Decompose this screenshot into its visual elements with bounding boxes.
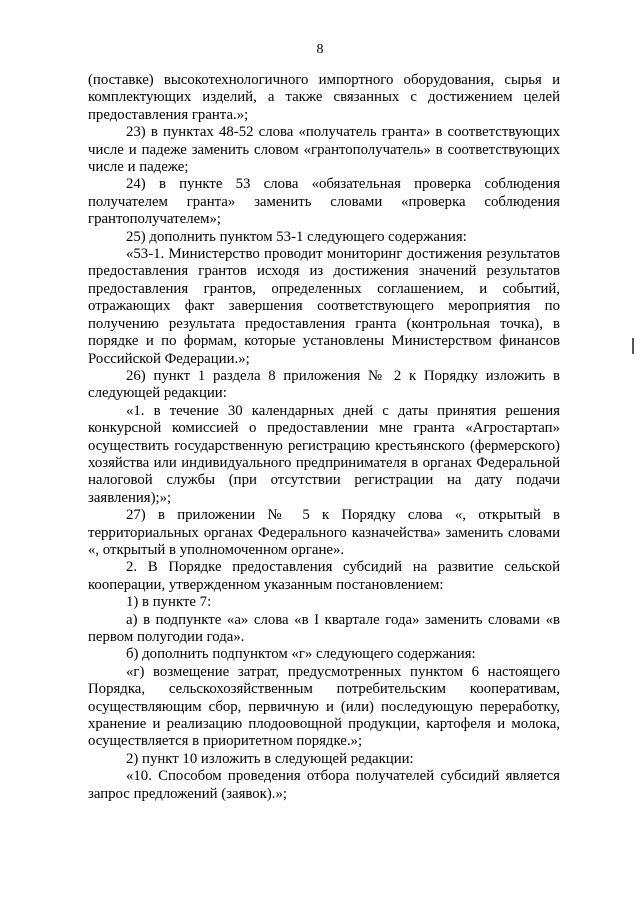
paragraph: а) в подпункте «а» слова «в I квартале года» заменить словами «в первом полугодии года». [88, 611, 560, 645]
document-body [88, 72, 560, 803]
paragraph: «10. Способом проведения отбора получателей субсидий является запрос предложений (заявок).»; [88, 768, 560, 802]
paragraph: 2. В Порядке предоставления субсидий на развитие сельской кооперации, утвержденном указанным постановлением: [88, 559, 560, 593]
paragraph: 24) в пункте 53 слова «обязательная проверка соблюдения получателем гранта» заменить словами «проверка соблюдения грантополучателем»; [88, 176, 560, 228]
paragraph: 2) пункт 10 изложить в следующей редакции: [126, 750, 414, 767]
paragraph: б) дополнить подпунктом «г» следующего содержания: [126, 646, 476, 663]
paragraph: 26) пункт 1 раздела 8 приложения № 2 к Порядку изложить в следующей редакции: [88, 367, 560, 402]
paragraph: 23) в пунктах 48-52 слова «получатель гранта» в соответствующих числе и падеже заменить словом «грантополучатель» в соответствующих числе и падеже; [88, 124, 560, 176]
paragraph: «53-1. Министерство проводит мониторинг достижения результатов предоставления грантов исходя из достижения значений результатов предоставления грантов, определенных соглашением, и событий, отражающих факт завершения соответствующего мероприятия по получению результата предоставления гранта (контрольная точка), в порядке и по формам, которые установлены Министерством финансов Российской Федерации.»; [88, 246, 560, 367]
paragraph: «г) возмещение затрат, предусмотренных пунктом 6 настоящего Порядка, сельскохозяйственным потребительским кооперативам, осуществляющим сбор, первичную и (или) последующую переработку, хранение и реализацию плодоовощной продукции, картофеля и молока, осуществляется в приоритетном порядке.»; [88, 663, 560, 750]
paragraph: 25) дополнить пунктом 53-1 следующего содержания: [126, 228, 467, 245]
margin-mark [632, 338, 634, 354]
paragraph: «1. в течение 30 календарных дней с даты принятия решения конкурсной комиссией о предоставлении мне гранта «Агростартап» осуществить государственную регистрацию крестьянского (фермерского) хозяйства или индивидуального предпринимателя в органах Федеральной налоговой службы (при отсутствии регистрации на дату подачи заявления);»; [88, 402, 560, 506]
paragraph: 27) в приложении № 5 к Порядку слова «, открытый в территориальных органах Федерального казначейства» заменить словами «, открытый в уполномоченном органе». [88, 507, 560, 558]
paragraph: 1) в пункте 7: [126, 594, 212, 611]
page-number: 8 [316, 42, 324, 57]
paragraph: (поставке) высокотехнологичного импортного оборудования, сырья и комплектующих изделий, а также связанных с достижением целей предоставления гранта.»; [88, 72, 560, 123]
